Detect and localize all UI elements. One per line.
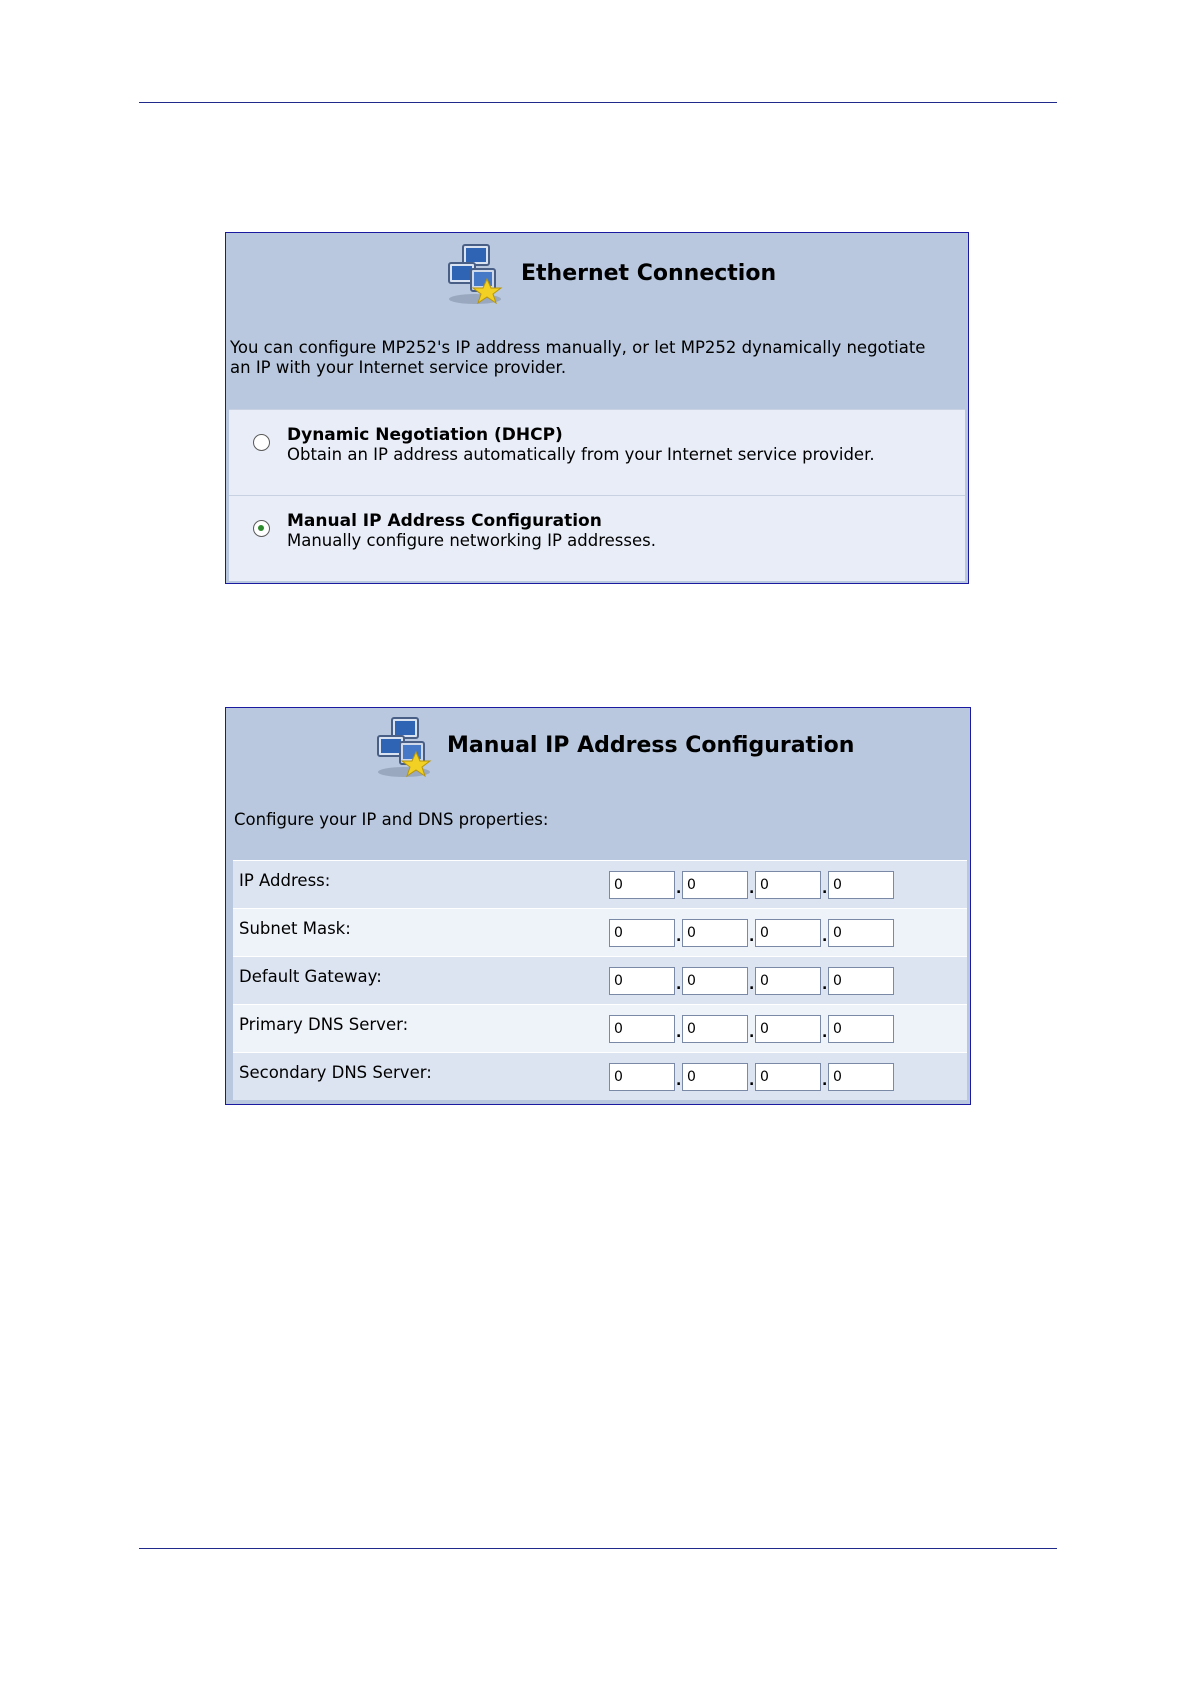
subnet-mask-octet-1-input[interactable] — [609, 919, 675, 947]
secondary-dns-octet-1-input[interactable] — [609, 1063, 675, 1091]
subnet-mask-octet-2-input[interactable] — [682, 919, 748, 947]
octet-separator: . — [749, 1025, 755, 1041]
secondary-dns-octet-4-input[interactable] — [828, 1063, 894, 1091]
octet-separator: . — [749, 1073, 755, 1089]
default-gateway-label: Default Gateway: — [239, 967, 382, 986]
octet-separator: . — [749, 977, 755, 993]
octet-separator: . — [822, 929, 828, 945]
dhcp-title: Dynamic Negotiation (DHCP) — [287, 425, 563, 445]
ethernet-connection-panel — [225, 232, 969, 584]
ip-address-octet-2-input[interactable] — [682, 871, 748, 899]
default-gateway-octet-3-input[interactable] — [755, 967, 821, 995]
manual-ip-panel — [225, 707, 971, 1105]
default-gateway-octet-2-input[interactable] — [682, 967, 748, 995]
octet-separator: . — [676, 1073, 682, 1089]
default-gateway-octet-1-input[interactable] — [609, 967, 675, 995]
octet-separator: . — [676, 881, 682, 897]
subnet-mask-octets — [609, 919, 909, 949]
footer-rule — [139, 1548, 1057, 1549]
manual-desc: Manually configure networking IP addresses. — [287, 531, 656, 550]
connection-options — [229, 409, 965, 581]
primary-dns-octet-3-input[interactable] — [755, 1015, 821, 1043]
primary-dns-octet-1-input[interactable] — [609, 1015, 675, 1043]
network-computers-icon — [370, 712, 440, 782]
primary-dns-octet-4-input[interactable] — [828, 1015, 894, 1043]
secondary-dns-octet-3-input[interactable] — [755, 1063, 821, 1091]
default-gateway-row — [233, 956, 967, 1004]
ethernet-intro-line1: You can configure MP252's IP address manually, or let MP252 dynamically negotiate — [230, 338, 926, 357]
octet-separator: . — [822, 1073, 828, 1089]
default-gateway-octet-4-input[interactable] — [828, 967, 894, 995]
subnet-mask-row — [233, 908, 967, 956]
manual-title: Manual IP Address Configuration — [287, 511, 602, 531]
manual-ip-title: Manual IP Address Configuration — [447, 733, 855, 758]
octet-separator: . — [676, 1025, 682, 1041]
subnet-mask-octet-3-input[interactable] — [755, 919, 821, 947]
octet-separator: . — [822, 881, 828, 897]
primary-dns-octet-2-input[interactable] — [682, 1015, 748, 1043]
default-gateway-octets — [609, 967, 909, 997]
manual-radio[interactable] — [253, 520, 270, 537]
octet-separator: . — [749, 881, 755, 897]
octet-separator: . — [749, 929, 755, 945]
ip-address-octet-1-input[interactable] — [609, 871, 675, 899]
secondary-dns-row — [233, 1052, 967, 1100]
ip-address-label: IP Address: — [239, 871, 331, 890]
subnet-mask-label: Subnet Mask: — [239, 919, 351, 938]
ip-address-octets — [609, 871, 909, 901]
dhcp-desc: Obtain an IP address automatically from your Internet service provider. — [287, 445, 875, 464]
primary-dns-octets — [609, 1015, 909, 1045]
ethernet-intro-line2: an IP with your Internet service provider. — [230, 358, 567, 377]
ethernet-intro — [230, 338, 964, 378]
octet-separator: . — [676, 977, 682, 993]
secondary-dns-octet-2-input[interactable] — [682, 1063, 748, 1091]
dhcp-radio[interactable] — [253, 434, 270, 451]
secondary-dns-octets — [609, 1063, 909, 1093]
octet-separator: . — [676, 929, 682, 945]
primary-dns-row — [233, 1004, 967, 1052]
ip-address-row — [233, 860, 967, 908]
ethernet-title: Ethernet Connection — [521, 261, 777, 286]
option-dhcp[interactable] — [229, 409, 965, 495]
ip-address-octet-3-input[interactable] — [755, 871, 821, 899]
subnet-mask-octet-4-input[interactable] — [828, 919, 894, 947]
network-computers-icon — [441, 239, 511, 309]
manual-ip-intro: Configure your IP and DNS properties: — [234, 810, 549, 829]
octet-separator: . — [822, 1025, 828, 1041]
primary-dns-label: Primary DNS Server: — [239, 1015, 409, 1034]
option-manual[interactable] — [229, 495, 965, 581]
secondary-dns-label: Secondary DNS Server: — [239, 1063, 432, 1082]
ip-address-octet-4-input[interactable] — [828, 871, 894, 899]
header-rule — [139, 102, 1057, 103]
octet-separator: . — [822, 977, 828, 993]
